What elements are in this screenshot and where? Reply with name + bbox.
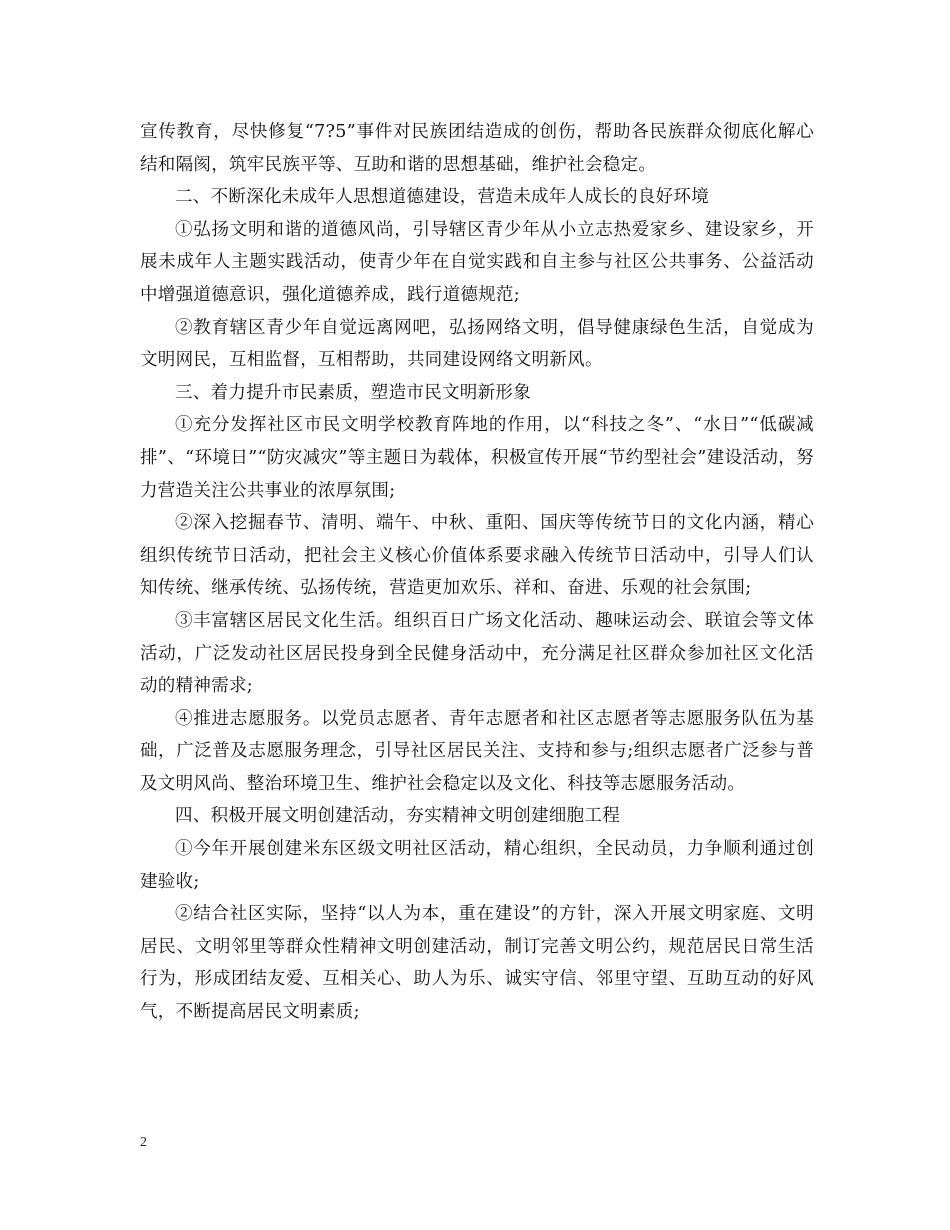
- paragraph: ②深入挖掘春节、清明、端午、中秋、重阳、国庆等传统节日的文化内涵，精心组织传统节日活动，把社会主义核心价值体系要求融入传统节日活动中，引导人们认知传统、继承传统、弘扬传统，营造更加欢乐、祥和、奋进、乐观的社会氛围;: [140, 513, 814, 599]
- page-number: 2: [140, 1135, 147, 1150]
- section-heading: 二、不断深化未成年人思想道德建设，营造未成年人成长的良好环境: [175, 187, 709, 208]
- paragraph: ④推进志愿服务。以党员志愿者、青年志愿者和社区志愿者等志愿服务队伍为基础，广泛普及志愿服务理念，引导社区居民关注、支持和参与;组织志愿者广泛参与普及文明风尚、整治环境卫生、维护社会稳定以及文化、科技等志愿服务活动。: [140, 708, 814, 794]
- paragraph: ②教育辖区青少年自觉远离网吧，弘扬网络文明，倡导健康绿色生活，自觉成为文明网民，互相监督，互相帮助，共同建设网络文明新风。: [140, 317, 814, 371]
- section-heading: 四、积极开展文明创建活动，夯实精神文明创建细胞工程: [175, 806, 620, 827]
- paragraph: ③丰富辖区居民文化生活。组织百日广场文化活动、趣味运动会、联谊会等文体活动，广泛发动社区居民投身到全民健身活动中，充分满足社区群众参加社区文化活动的精神需求;: [140, 610, 814, 697]
- paragraph: 宣传教育，尽快修复“7?5”事件对民族团结造成的创伤，帮助各民族群众彻底化解心结和隔阂，筑牢民族平等、互助和谐的思想基础，维护社会稳定。: [140, 122, 814, 175]
- paragraph: ①今年开展创建米东区级文明社区活动，精心组织，全民动员，力争顺利通过创建验收;: [140, 839, 814, 892]
- section-heading: 三、着力提升市民素质，塑造市民文明新形象: [175, 382, 531, 403]
- paragraph: ①充分发挥社区市民文明学校教育阵地的作用，以“科技之冬”、“水日”“低碳减排”、“环境日”“防灾减灾”等主题日为载体，积极宣传开展“节约型社会”建设活动，努力营造关注公共事业的浓厚氛围;: [140, 415, 814, 501]
- document-body: [140, 116, 814, 1029]
- paragraph: ②结合社区实际，坚持“以人为本，重在建设”的方针，深入开展文明家庭、文明居民、文明邻里等群众性精神文明创建活动，制订完善文明公约，规范居民日常生活行为，形成团结友爱、互相关心、助人为乐、诚实守信、邻里守望、互助互动的好风气，不断提高居民文明素质;: [140, 904, 814, 1023]
- paragraph: ①弘扬文明和谐的道德风尚，引导辖区青少年从小立志热爱家乡、建设家乡，开展未成年人主题实践活动，使青少年在自觉实践和自主参与社区公共事务、公益活动中增强道德意识，强化道德养成，践行道德规范;: [140, 219, 814, 305]
